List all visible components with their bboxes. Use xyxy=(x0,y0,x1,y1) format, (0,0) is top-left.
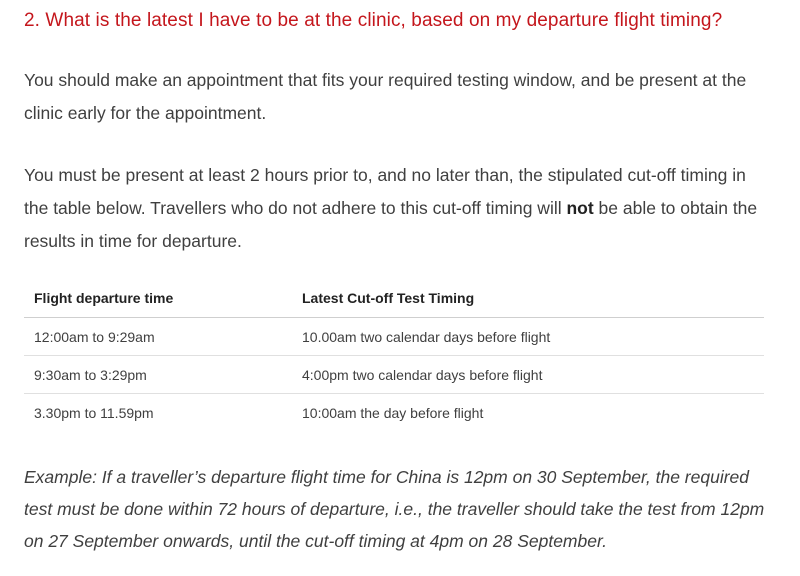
appointment-paragraph: You should make an appointment that fits your required testing window, and be present at the clinic early for the appointment. xyxy=(24,70,747,123)
header-latest-cutoff-timing: Latest Cut-off Test Timing xyxy=(292,279,764,318)
cutoff-paragraph-text-before: You must be present at least 2 hours prior to, and no later than, the stipulated cut-off timing in the table below. Travellers who do not adhere to this cut-off timing will xyxy=(24,165,746,218)
cutoff-paragraph xyxy=(24,159,768,258)
faq-answer xyxy=(24,0,768,575)
cutoff-paragraph-emphasis: not xyxy=(566,198,594,218)
faq-question-heading: 2. What is the latest I have to be at the clinic, based on my departure flight timing? xyxy=(24,10,723,31)
cutoff-timing-cell: 10.00am two calendar days before flight xyxy=(292,318,764,356)
cutoff-timing-table xyxy=(24,279,764,431)
table-row xyxy=(24,356,764,394)
flight-time-cell: 3.30pm to 11.59pm xyxy=(34,404,154,421)
table-header-row xyxy=(24,279,764,318)
header-flight-departure-time: Flight departure time xyxy=(24,279,292,318)
table-row xyxy=(24,394,764,432)
table-row xyxy=(24,318,764,356)
cutoff-timing-cell: 10:00am the day before flight xyxy=(302,404,484,421)
cutoff-timing-cell: 4:00pm two calendar days before flight xyxy=(292,356,764,394)
flight-time-cell: 12:00am to 9:29am xyxy=(24,318,292,356)
cutoff-paragraph-text-after: be able to obtain the results in time for departure. xyxy=(24,198,758,251)
flight-time-cell: 9:30am to 3:29pm xyxy=(24,356,292,394)
example-paragraph: Example: If a traveller’s departure flight time for China is 12pm on 30 September, the required test must be done within 72 hours of departure, i.e., the traveller should take the test from 12pm on 27 September onwards, until the cut-off timing at 4pm on 28 September. xyxy=(24,467,765,551)
